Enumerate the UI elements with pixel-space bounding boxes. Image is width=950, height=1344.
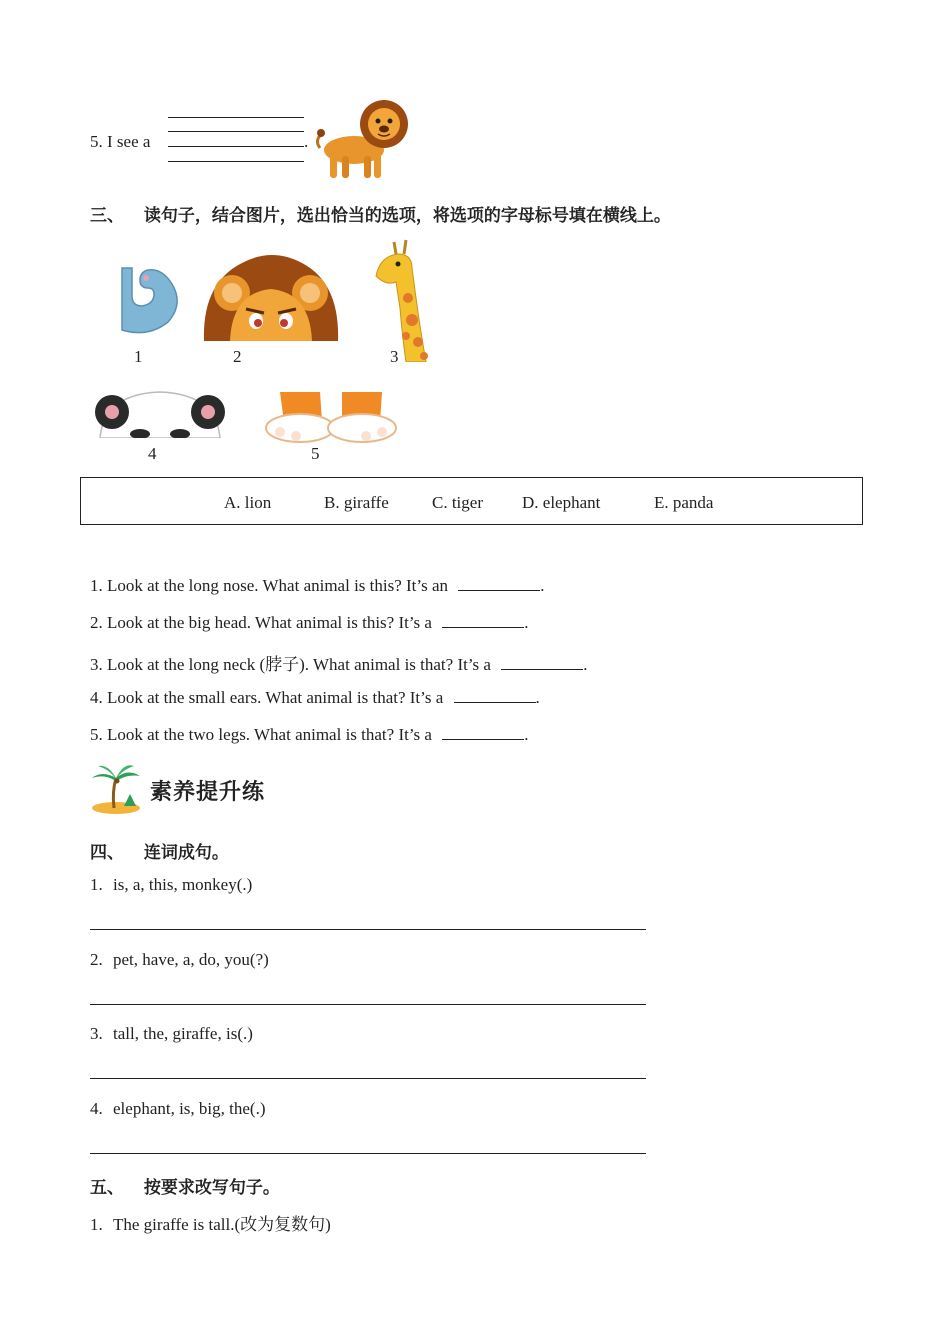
picture-label-5: 5 [311,444,320,463]
writing-line[interactable] [168,146,304,147]
question-3 [90,650,587,675]
picture-label-3: 3 [390,347,399,366]
answer-blank-5[interactable] [442,725,524,740]
rewrite-item-1-number: 1. [90,1215,103,1234]
reorder-item-2 [90,950,269,970]
question-1-text: 1. Look at the long nose. What animal is this? It’s an [90,576,449,595]
prev-item-period: . [304,132,309,151]
section-5-heading [90,1173,280,1198]
reorder-item-1 [90,875,252,895]
prev-item-5 [90,132,150,152]
reorder-item-2-number: 2. [90,950,103,969]
reorder-item-4 [90,1099,266,1119]
question-1 [90,576,545,596]
question-4-text: 4. Look at the small ears. What animal is that? It’s a [90,688,444,707]
question-4-end: . [535,688,540,707]
answer-line-2[interactable] [90,1004,646,1005]
question-2-end: . [524,613,529,632]
writing-line[interactable] [168,131,304,132]
reorder-item-1-number: 1. [90,875,103,894]
rewrite-item-1 [90,1210,331,1235]
option-d: D. elephant [522,493,601,512]
answer-blank-3[interactable] [501,655,583,670]
palm-island-icon [90,764,142,814]
reorder-item-3-number: 3. [90,1024,103,1043]
prev-item-number: 5. [90,132,103,151]
writing-line[interactable] [168,161,304,162]
question-3-text: 3. Look at the long neck (脖子). What animal is that? It’s a [90,655,491,674]
picture-label-2: 2 [233,347,242,366]
answer-line-4[interactable] [90,1153,646,1154]
reorder-item-2-words: pet, have, a, do, you(?) [113,950,269,969]
question-3-end: . [583,655,588,674]
banner-title: 素养提升练 [150,780,266,805]
reorder-item-4-words: elephant, is, big, the(.) [113,1099,266,1118]
lion-walking-icon [312,98,412,182]
option-a: A. lion [224,493,272,512]
reorder-item-4-number: 4. [90,1099,103,1118]
question-2 [90,613,528,633]
rewrite-item-1-text: The giraffe is tall.(改为复数句) [113,1215,331,1234]
picture-label-4: 4 [148,444,157,463]
answer-blank-2[interactable] [442,613,524,628]
section-4-heading [90,838,229,863]
section-4-instruction: 连词成句。 [143,843,229,863]
giraffe-icon [372,238,438,362]
section-3-heading [90,201,671,226]
option-c: C. tiger [432,493,483,512]
reorder-item-3 [90,1024,253,1044]
question-1-end: . [540,576,545,595]
section-5-instruction: 按要求改写句子。 [143,1178,280,1198]
prev-item-text: I see a [107,132,151,151]
section-3-instruction: 读句子，结合图片，选出恰当的选项，将选项的字母标号填在横线上。 [143,206,671,226]
section-3-number: 三、 [90,206,124,226]
panda-ears-icon [94,390,226,438]
options-box [80,477,863,525]
reorder-item-1-words: is, a, this, monkey(.) [113,875,253,894]
option-e: E. panda [654,493,714,512]
question-5-text: 5. Look at the two legs. What animal is that? It’s a [90,725,432,744]
question-5 [90,725,528,745]
lion-head-icon [202,253,340,341]
answer-blank-4[interactable] [454,688,536,703]
answer-line-1[interactable] [90,929,646,930]
section-5-number: 五、 [90,1178,124,1198]
question-2-text: 2. Look at the big head. What animal is this? It’s a [90,613,432,632]
question-5-end: . [524,725,529,744]
elephant-trunk-icon [118,258,182,338]
answer-blank-1[interactable] [458,576,540,591]
picture-label-1: 1 [134,347,143,366]
answer-line-3[interactable] [90,1078,646,1079]
writing-line[interactable] [168,117,304,118]
reorder-item-3-words: tall, the, giraffe, is(.) [113,1024,253,1043]
tiger-paws-icon [262,392,400,444]
section-4-number: 四、 [90,843,124,863]
option-b: B. giraffe [324,493,389,512]
question-4 [90,688,540,708]
